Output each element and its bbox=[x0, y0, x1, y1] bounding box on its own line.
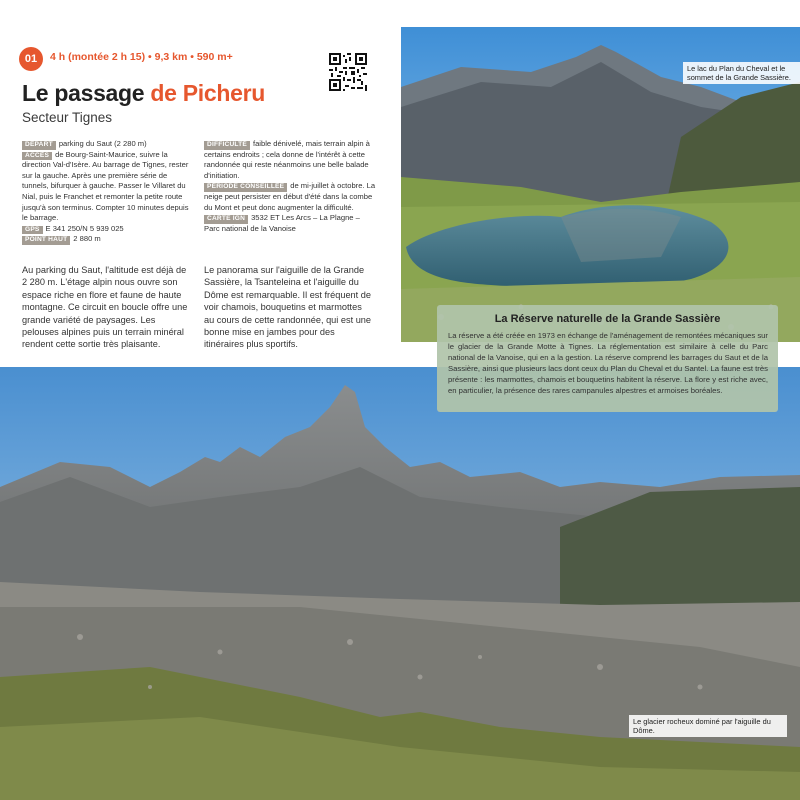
reserve-title: La Réserve naturelle de la Grande Sassière bbox=[494, 313, 721, 325]
depart-tag: DÉPART bbox=[22, 141, 56, 150]
qr-code-icon[interactable] bbox=[329, 53, 367, 91]
difficulte-tag: DIFFICULTÉ bbox=[204, 141, 250, 150]
reserve-info-box bbox=[437, 305, 778, 412]
body-text-right: Le panorama sur l'aiguille de la Grande Sassière, la Tsanteleina et l'aiguille du Dôme est remarquable. Il est fréquent de voir chamois, bouquetins et marmottes au cours de cette randonnée, qui est une bonne mise en jambes pour des itinéraires plus sportifs. bbox=[204, 265, 372, 350]
title-accent: de Picheru bbox=[150, 80, 265, 106]
carte-value: 3532 ET Les Arcs – La Plagne – Parc national de la Vanoise bbox=[204, 213, 360, 233]
gps-value: E 341 250/N 5 939 025 bbox=[45, 223, 124, 233]
page-subtitle: Secteur Tignes bbox=[22, 110, 113, 125]
acces-value: de Bourg-Saint-Maurice, suivre la direction Val-d'Isère. Au barrage de Tignes, rester sur la gauche. Après une première série de tunnels, bifurquer à gauche. Passer le Villaret du Nial, puis le Franchet et remonter la petite route jusqu'à son terminus. Compter 10 minutes depuis le barrage. bbox=[22, 149, 189, 223]
periode-tag: PÉRIODE CONSEILLÉE bbox=[204, 183, 287, 192]
title-prefix: Le passage bbox=[22, 80, 151, 106]
difficulte-value: faible dénivelé, mais terrain alpin à certains endroits ; cela donne de l'intérêt à cette randonnée qui reste néanmoins une belle balade d'initiation. bbox=[204, 139, 370, 180]
info-block-right bbox=[204, 139, 376, 234]
depart-value: parking du Saut (2 280 m) bbox=[58, 139, 147, 148]
carte-tag: CARTE IGN bbox=[204, 215, 248, 224]
point-haut-value: 2 880 m bbox=[73, 234, 101, 244]
body-text-left: Au parking du Saut, l'altitude est déjà de 2 280 m. L'étage alpin nous ouvre son espace riche en flore et faune de haute montagne. Ce circuit en boucle offre une grande variété de paysages. Les pelouses alpines puis un terrain minéral rendent cette sortie très plaisante. bbox=[22, 265, 188, 350]
point-haut-tag: POINT HAUT bbox=[22, 236, 70, 245]
reserve-text: La réserve a été créée en 1973 en échange de l'aménagement de remontées mécaniques sur le glacier de la Grande Motte à Tignes. La réglementation est similaire à celle du Parc national de la Vanoise, qui en a la gestion. La réserve comprend les barrages du Saut et de la Sassière, ainsi que plusieurs lacs dont ceux du Plan du Cheval et du Santel. La faune est très présente : les marmottes, chamois et bouquetins habitent la réserve. La flore y est riche avec, en particulier, la présence des rares campanules alpestres et armoises boréales. bbox=[448, 331, 768, 395]
hike-number-badge: 01 bbox=[19, 47, 43, 71]
hike-stats: 4 h (montée 2 h 15) • 9,3 km • 590 m+ bbox=[50, 51, 233, 63]
glacier-photo-caption: Le glacier rocheux dominé par l'aiguille du Dôme. bbox=[629, 715, 787, 737]
acces-tag: ACCÈS bbox=[22, 152, 52, 161]
gps-tag: GPS bbox=[22, 226, 43, 235]
lake-photo-caption: Le lac du Plan du Cheval et le sommet de la Grande Sassière. bbox=[683, 62, 800, 84]
info-block-left bbox=[22, 139, 192, 245]
periode-value: de mi-juillet à octobre. La neige peut persister en début d'été dans la combe du Mont et peut donc augmenter la difficulté. bbox=[204, 181, 376, 212]
page-title bbox=[22, 80, 265, 107]
